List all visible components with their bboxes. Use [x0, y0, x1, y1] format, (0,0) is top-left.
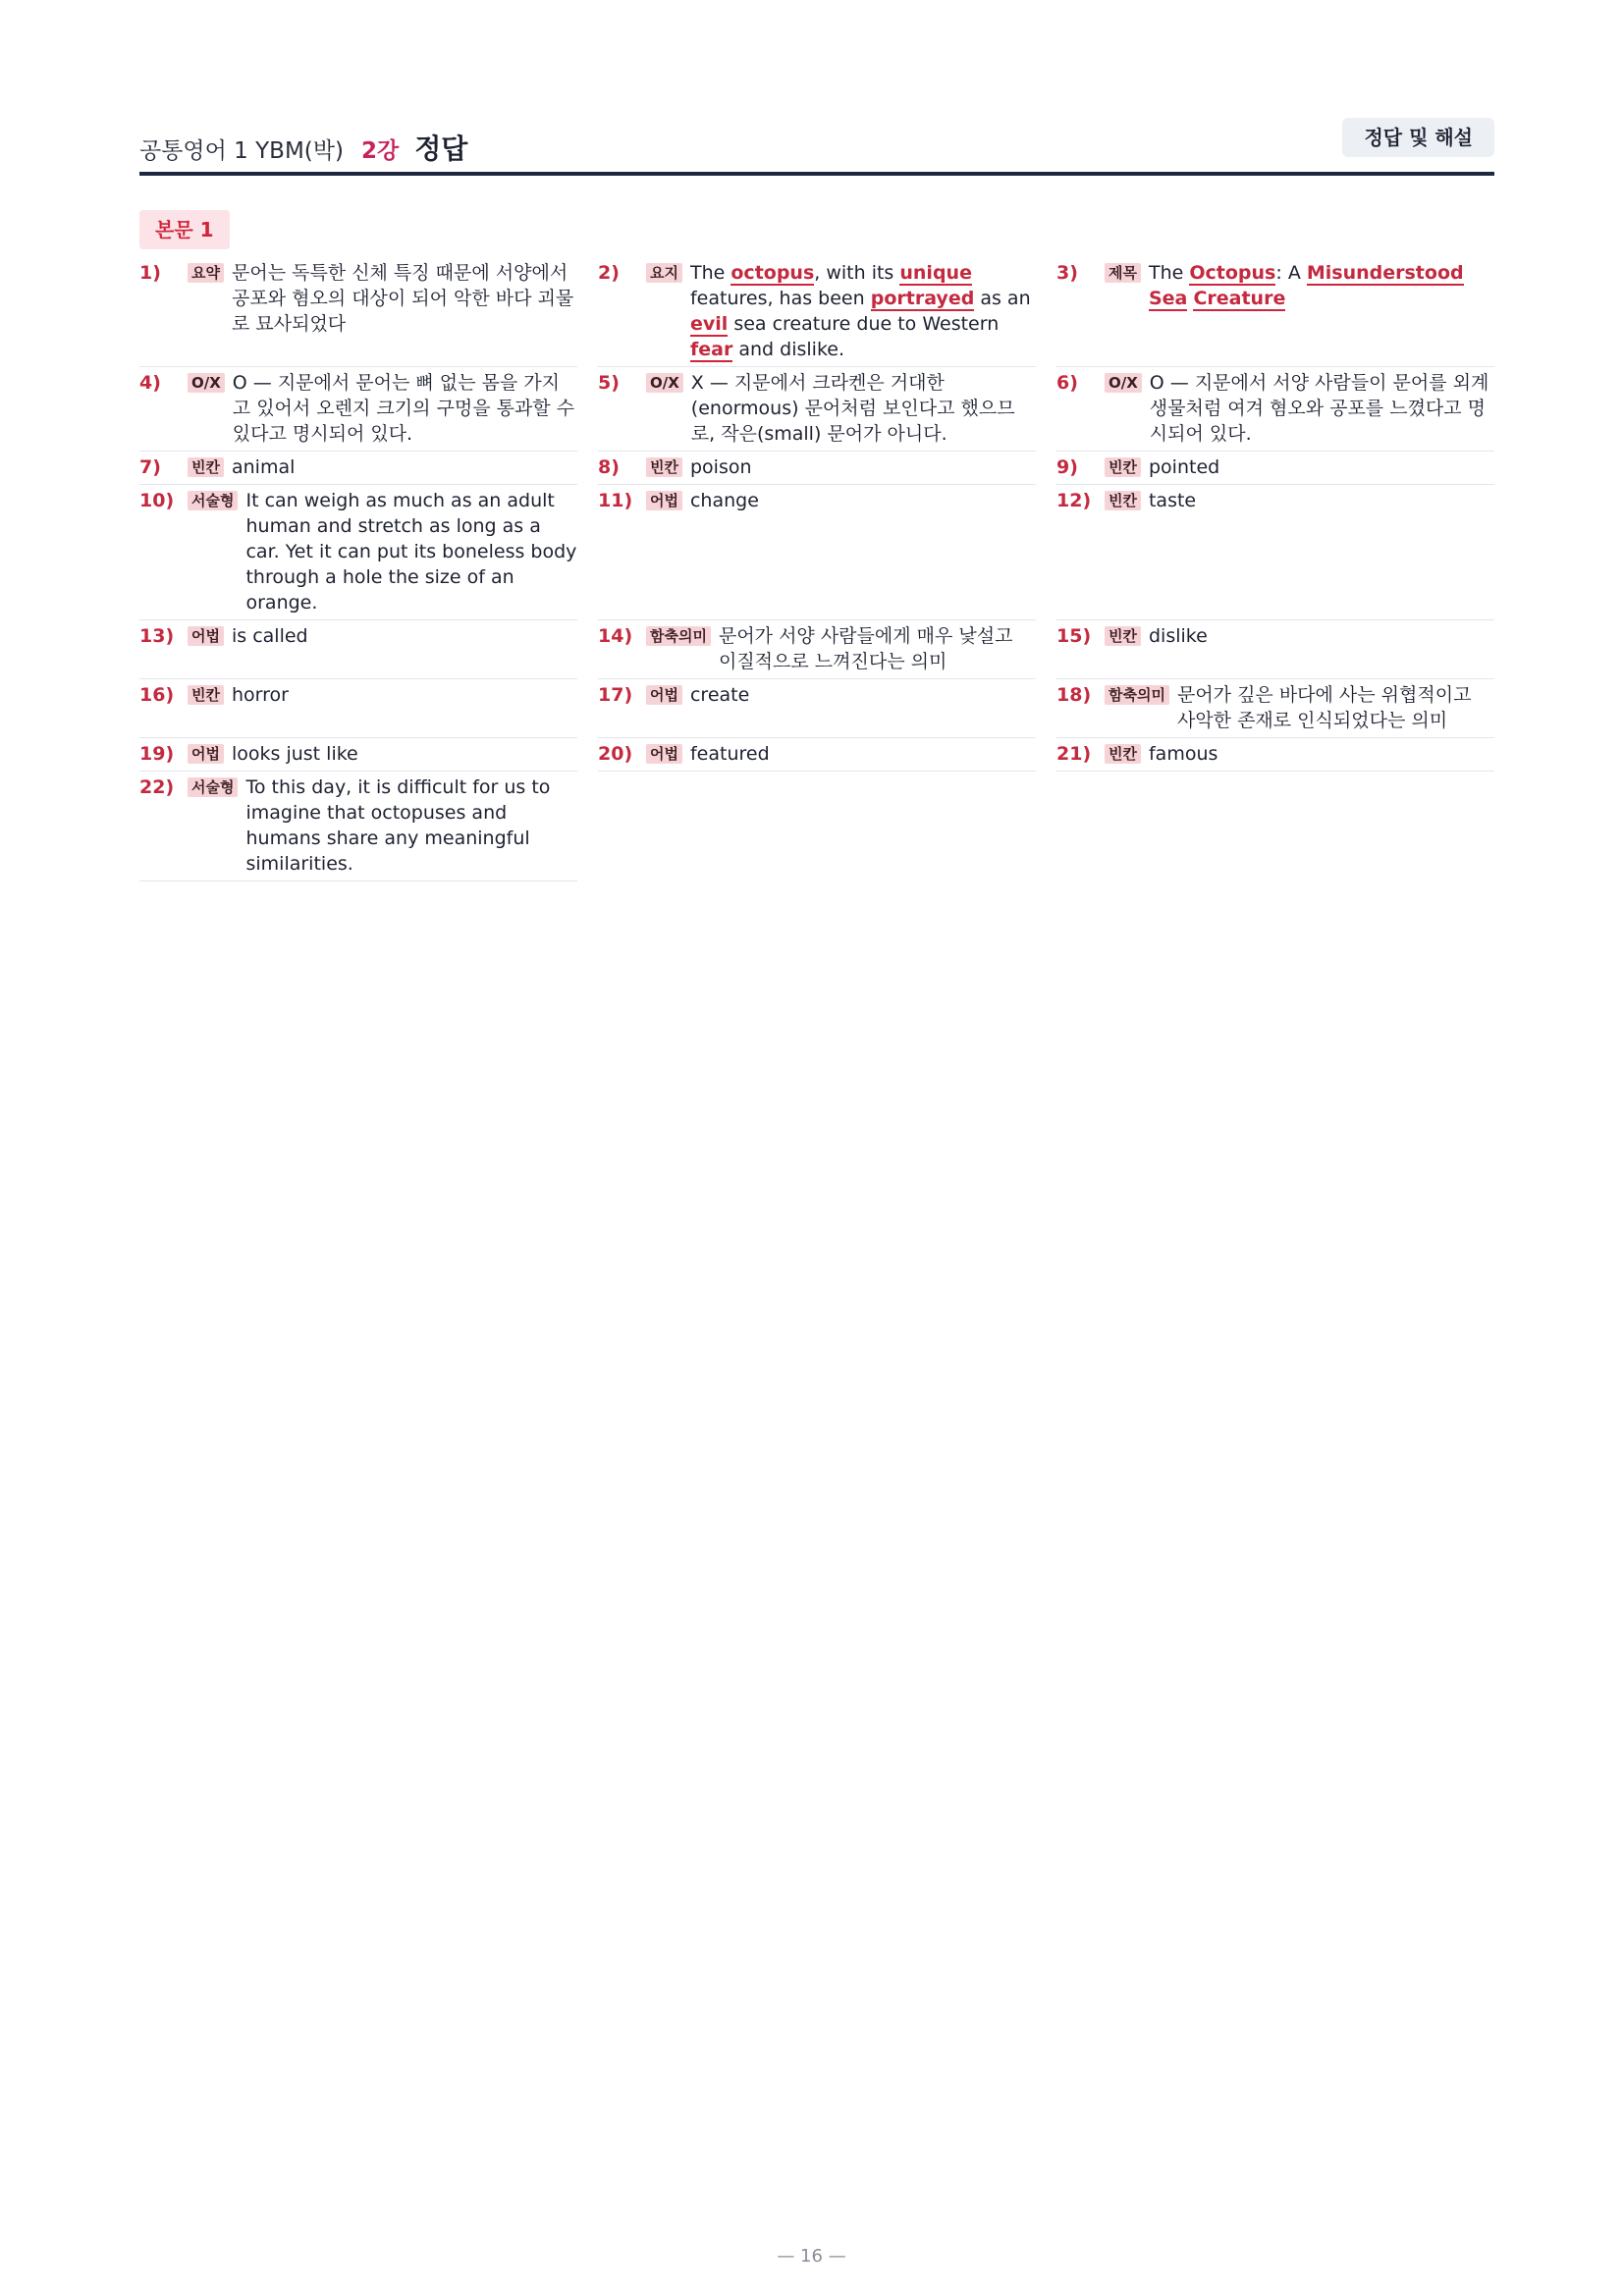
- answer-item: [139, 257, 577, 367]
- answer-key-badge: 정답 및 해설: [1342, 118, 1494, 157]
- answer-text: animal: [231, 456, 296, 478]
- question-type-tag: 서술형: [188, 777, 238, 797]
- answer-text: 문어가 깊은 바다에 사는 위협적이고 사악한 존재로 인식되었다는 의미: [1176, 684, 1472, 731]
- question-number: 19): [139, 743, 175, 765]
- answer-text-segment: : A: [1275, 262, 1307, 284]
- key-word: Creature: [1193, 288, 1286, 309]
- empty-cell: [1056, 772, 1494, 881]
- answer-text: 문어는 독특한 신체 특징 때문에 서양에서 공포와 혐오의 대상이 되어 악한 바다 괴물로 묘사되었다: [231, 262, 574, 335]
- question-number: 4): [139, 372, 161, 394]
- answer-row: [139, 620, 1494, 679]
- question-number: 13): [139, 625, 175, 647]
- answer-item: [139, 620, 577, 679]
- question-type-tag: O/X: [188, 373, 225, 393]
- answer-text: To this day, it is difficult for us to imagine that octopuses and humans share any meaningful similarities.: [245, 776, 551, 875]
- question-type-tag: 빈칸: [646, 457, 682, 477]
- answer-item: [598, 452, 1036, 485]
- question-number: 11): [598, 490, 633, 511]
- answer-row: [139, 772, 1494, 881]
- book-title: 공통영어 1 YBM(박): [139, 138, 344, 164]
- question-type-tag: 요약: [188, 263, 224, 283]
- answer-item: [139, 367, 577, 452]
- header-divider: [139, 172, 1494, 176]
- answer-text: horror: [231, 684, 289, 706]
- answer-text: O — 지문에서 서양 사람들이 문어를 외계 생물처럼 여겨 혐오와 공포를 느꼈다고 명시되어 있다.: [1149, 372, 1489, 445]
- answer-item: [598, 367, 1036, 452]
- answer-text-segment: and dislike.: [732, 339, 845, 360]
- question-type-tag: 제목: [1105, 263, 1141, 283]
- question-number: 7): [139, 456, 161, 478]
- question-number: 1): [139, 262, 161, 284]
- key-word: unique: [899, 262, 972, 284]
- answer-text-segment: features, has been: [689, 288, 871, 309]
- question-type-tag: 어법: [646, 744, 682, 764]
- answer-text-segment: The: [689, 262, 731, 284]
- question-type-tag: 어법: [646, 685, 682, 705]
- answer-text: [690, 260, 1036, 362]
- answer-text: pointed: [1148, 456, 1220, 478]
- answer-item: [598, 257, 1036, 367]
- answer-item: [1056, 257, 1494, 367]
- question-type-tag: 빈칸: [1105, 457, 1141, 477]
- question-number: 2): [598, 262, 620, 284]
- key-word: Misunderstood: [1306, 262, 1464, 284]
- question-number: 6): [1056, 372, 1078, 394]
- answer-text-segment: The: [1148, 262, 1190, 284]
- answer-item: [598, 485, 1036, 620]
- key-word: portrayed: [870, 288, 975, 309]
- answer-text: looks just like: [231, 743, 358, 765]
- answer-item: [1056, 367, 1494, 452]
- question-type-tag: 빈칸: [1105, 626, 1141, 646]
- answer-text: featured: [689, 743, 770, 765]
- question-type-tag: 함축의미: [1105, 685, 1169, 705]
- question-number: 18): [1056, 684, 1092, 706]
- answer-item: [139, 485, 577, 620]
- answer-row: [139, 452, 1494, 485]
- question-number: 14): [598, 625, 633, 647]
- lesson-number: 2강: [360, 138, 400, 164]
- answer-text: 문어가 서양 사람들에게 매우 낯설고 이질적으로 느껴진다는 의미: [718, 625, 1013, 672]
- question-number: 22): [139, 776, 175, 798]
- question-number: 5): [598, 372, 620, 394]
- question-number: 17): [598, 684, 633, 706]
- question-number: 9): [1056, 456, 1078, 478]
- answer-item: [598, 620, 1036, 679]
- answer-row: [139, 679, 1494, 738]
- question-type-tag: 빈칸: [188, 685, 224, 705]
- question-number: 15): [1056, 625, 1092, 647]
- answer-text: It can weigh as much as an adult human and stretch as long as a car. Yet it can put its boneless body through a hole the size of an orange.: [245, 490, 577, 614]
- answer-text: dislike: [1148, 625, 1208, 647]
- answer-text: poison: [689, 456, 752, 478]
- answer-grid: [139, 257, 1494, 881]
- answer-item: [598, 738, 1036, 772]
- section-label: 본문 1: [139, 210, 230, 249]
- answer-row: [139, 257, 1494, 367]
- answer-text: [1149, 260, 1494, 311]
- question-type-tag: 어법: [646, 491, 682, 510]
- answer-text: is called: [231, 625, 308, 647]
- answer-item: [1056, 620, 1494, 679]
- key-word: Octopus: [1189, 262, 1276, 284]
- question-number: 12): [1056, 490, 1092, 511]
- key-word: Sea: [1148, 288, 1188, 309]
- answer-item: [139, 772, 577, 881]
- question-type-tag: 빈칸: [1105, 491, 1141, 510]
- answer-item: [1056, 452, 1494, 485]
- answer-item: [1056, 738, 1494, 772]
- page-number: — 16 —: [777, 2246, 846, 2267]
- answer-text: create: [689, 684, 750, 706]
- question-type-tag: 어법: [188, 626, 224, 646]
- key-word: evil: [689, 313, 729, 335]
- answer-text-segment: sea creature due to Western: [728, 313, 1000, 335]
- question-type-tag: 요지: [646, 263, 682, 283]
- header-title-group: [139, 128, 467, 167]
- answer-item: [139, 452, 577, 485]
- empty-cell: [598, 772, 1036, 881]
- answer-text: taste: [1148, 490, 1197, 511]
- answer-text: O — 지문에서 문어는 뼈 없는 몸을 가지고 있어서 오렌지 크기의 구멍을 통과할 수 있다고 명시되어 있다.: [232, 372, 575, 445]
- question-number: 20): [598, 743, 633, 765]
- question-type-tag: 함축의미: [646, 626, 711, 646]
- question-number: 16): [139, 684, 175, 706]
- answer-row: [139, 367, 1494, 452]
- answer-row: [139, 485, 1494, 620]
- answer-item: [1056, 485, 1494, 620]
- question-number: 10): [139, 490, 175, 511]
- answer-text: change: [689, 490, 759, 511]
- question-type-tag: O/X: [1105, 373, 1142, 393]
- question-number: 3): [1056, 262, 1078, 284]
- page-header: [139, 116, 1494, 173]
- question-type-tag: 빈칸: [1105, 744, 1141, 764]
- question-type-tag: 서술형: [188, 491, 238, 510]
- question-type-tag: 어법: [188, 744, 224, 764]
- answer-text: famous: [1148, 743, 1218, 765]
- question-type-tag: 빈칸: [188, 457, 224, 477]
- answer-item: [139, 679, 577, 738]
- answer-text: X — 지문에서 크라켄은 거대한(enormous) 문어처럼 보인다고 했으므로, 작은(small) 문어가 아니다.: [690, 372, 1015, 445]
- answer-item: [1056, 679, 1494, 738]
- answer-row: [139, 738, 1494, 772]
- key-word: fear: [689, 339, 733, 360]
- answer-item: [598, 679, 1036, 738]
- answer-text-segment: , with its: [814, 262, 900, 284]
- question-number: 8): [598, 456, 620, 478]
- answer-text-segment: as an: [974, 288, 1031, 309]
- question-type-tag: O/X: [646, 373, 683, 393]
- document-title: 정답: [414, 133, 468, 165]
- answer-item: [139, 738, 577, 772]
- key-word: octopus: [730, 262, 815, 284]
- question-number: 21): [1056, 743, 1092, 765]
